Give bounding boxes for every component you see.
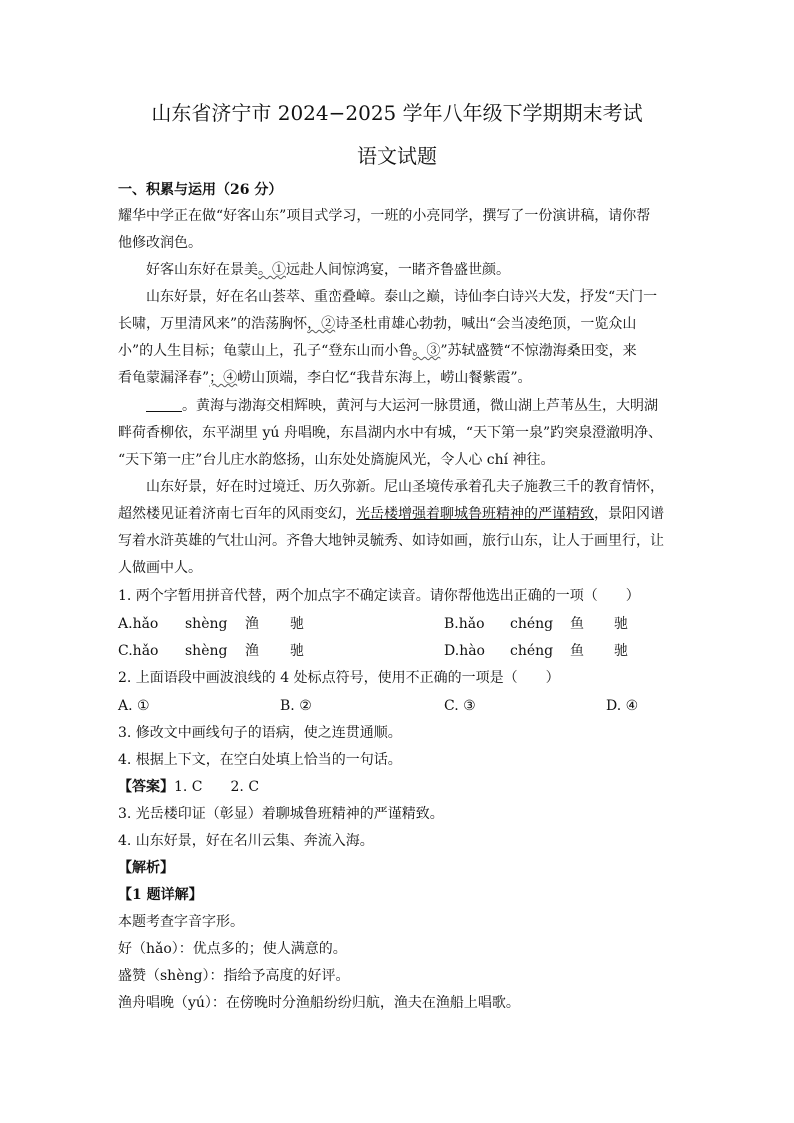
punct-mark-2: ，②: [307, 316, 336, 332]
p2-text-f: 崂山顶端，李白忆“我昔东海上，崂山餐紫霞”。: [237, 370, 532, 386]
p4-text-a: 超然楼见证着济南七百年的风雨变幻，: [118, 506, 356, 522]
q1-option-d-p2: chéng: [510, 643, 554, 659]
passage-p2-line-3: [118, 341, 637, 361]
answer-label: 【答案】: [118, 779, 174, 795]
option-letter: D.: [444, 643, 460, 659]
question-4: 4. 根据上下文，在空白处填上恰当的一句话。: [118, 752, 402, 768]
q1-option-d-c2: 驰: [614, 643, 628, 659]
p2-text-b: 诗圣杜甫雄心勃勃，喊出“会当凌绝顶，一览众山: [335, 316, 637, 332]
answer-line: [118, 777, 259, 797]
p1-text-a: 好客山东好在景美: [146, 262, 258, 278]
p2-text-a: 长啸，万里清风来”的浩荡胸怀: [118, 316, 308, 332]
passage-p3-line-1: [146, 396, 658, 416]
answer-12: 1. C 2. C: [174, 779, 260, 795]
q1-option-a-p2: shèng: [185, 616, 228, 632]
detail-line-1: 本题考查字音字形。: [118, 914, 244, 930]
question-2: 2. 上面语段中画波浪线的 4 处标点符号，使用不正确的一项是（ ）: [118, 670, 560, 686]
q1-option-a-c2: 驰: [290, 616, 304, 632]
passage-p4-line-4: 人做画中人。: [118, 560, 202, 576]
passage-p3-line-2: 畔荷香柳依，东平湖里 yú 舟唱晚，东昌湖内水中有城，“天下第一泉”趵突泉澄澈明净、: [118, 425, 663, 441]
option-pinyin-1: hǎo: [132, 643, 159, 659]
option-letter: A.: [118, 616, 133, 632]
option-pinyin-1: hǎo: [458, 616, 485, 632]
detail-1-label: 【1 题详解】: [118, 887, 203, 903]
q1-option-b-c2: 驰: [614, 616, 628, 632]
option-letter: C.: [118, 643, 133, 659]
q1-option-d-c1: 鱼: [570, 643, 584, 659]
q1-option-a-c1: 渔: [245, 616, 259, 632]
q1-option-c-c1: 渔: [245, 643, 259, 659]
exam-subtitle: 语文试题: [357, 144, 437, 168]
q1-option-c-c2: 驰: [290, 643, 304, 659]
intro-line-2: 他修改润色。: [118, 235, 202, 251]
passage-p4-line-3: 写着水浒英雄的气壮山河。齐鲁大地钟灵毓秀、如诗如画，旅行山东，让人于画里行，让: [118, 533, 664, 549]
passage-p4-line-1: 山东好景，好在时过境迁、历久弥新。尼山圣境传承着孔夫子施教三千的教育情怀，: [146, 479, 664, 495]
analysis-label: 【解析】: [118, 860, 174, 876]
underlined-sentence: 光岳楼增强着聊城鲁班精神的严谨精致: [356, 506, 594, 522]
q1-option-c-p2: shèng: [185, 643, 228, 659]
p3-text: 。黄海与渤海交相辉映，黄河与大运河一脉贯通，微山湖上芦苇丛生，大明湖: [182, 398, 658, 414]
passage-p4-line-2: [118, 504, 664, 524]
q2-option-d: D. ④: [606, 698, 639, 714]
fill-in-blank: [146, 397, 182, 412]
option-letter: B.: [444, 616, 459, 632]
punct-mark-3: 。③: [412, 343, 441, 359]
passage-p2-line-1: 山东好景，好在名山荟萃、重峦叠嶂。泰山之巅，诗仙李白诗兴大发，抒发“天门一: [146, 289, 658, 305]
p4-text-b: ，景阳冈谱: [594, 506, 664, 522]
q2-option-b: B. ②: [280, 698, 312, 714]
passage-p2-line-2: [118, 314, 636, 334]
p2-text-c: 小”的人生目标；龟蒙山上，孔子“登东山而小鲁: [118, 343, 413, 359]
answer-4: 4. 山东好景，好在名川云集、奔流入海。: [118, 833, 374, 849]
q1-option-b-c1: 鱼: [570, 616, 584, 632]
exam-title: 山东省济宁市 2024−2025 学年八年级下学期期末考试: [151, 101, 643, 125]
q2-option-a: A. ①: [118, 698, 150, 714]
intro-line-1: 耀华中学正在做“好客山东”项目式学习，一班的小亮同学，撰写了一份演讲稿，请你帮: [118, 208, 651, 224]
detail-line-3: 盛赞（shèng）：指给予高度的好评。: [118, 968, 350, 984]
q2-option-c: C. ③: [444, 698, 476, 714]
punct-mark-1: 。①: [258, 262, 286, 278]
p2-text-e: 看龟蒙漏泽春”: [118, 370, 210, 386]
option-pinyin-1: hào: [459, 643, 485, 659]
punct-mark-4: ；④: [209, 370, 238, 386]
option-pinyin-1: hǎo: [132, 616, 159, 632]
question-1: 1. 两个字暂用拼音代替，两个加点字不确定读音。请你帮他选出正确的一项（ ）: [118, 588, 640, 604]
q1-option-c: [118, 641, 158, 661]
q1-option-d: [444, 641, 485, 661]
answer-3: 3. 光岳楼印证（彰显）着聊城鲁班精神的严谨精致。: [118, 806, 444, 822]
passage-p1: [146, 260, 510, 280]
q1-option-b: [444, 614, 485, 634]
passage-p2-line-4: [118, 368, 532, 388]
q1-option-a: [118, 614, 158, 634]
q1-option-b-p2: chéng: [510, 616, 554, 632]
detail-line-2: 好（hǎo）：优点多的；使人满意的。: [118, 941, 347, 957]
question-3: 3. 修改文中画线句子的语病，使之连贯通顺。: [118, 725, 402, 741]
p2-text-d: ”苏轼盛赞“不惊渤海桑田变，来: [440, 343, 637, 359]
p1-text-b: 远赴人间惊鸿宴，一睹齐鲁盛世颜。: [286, 262, 510, 278]
detail-line-4: 渔舟唱晚（yú）：在傍晚时分渔船纷纷归航，渔夫在渔船上唱歌。: [118, 995, 520, 1011]
passage-p3-line-3: “天下第一庄”台儿庄水韵悠扬，山东处处旖旎风光，令人心 chí 神往。: [118, 452, 555, 468]
section-heading: 一、积累与运用（26 分）: [118, 182, 283, 198]
